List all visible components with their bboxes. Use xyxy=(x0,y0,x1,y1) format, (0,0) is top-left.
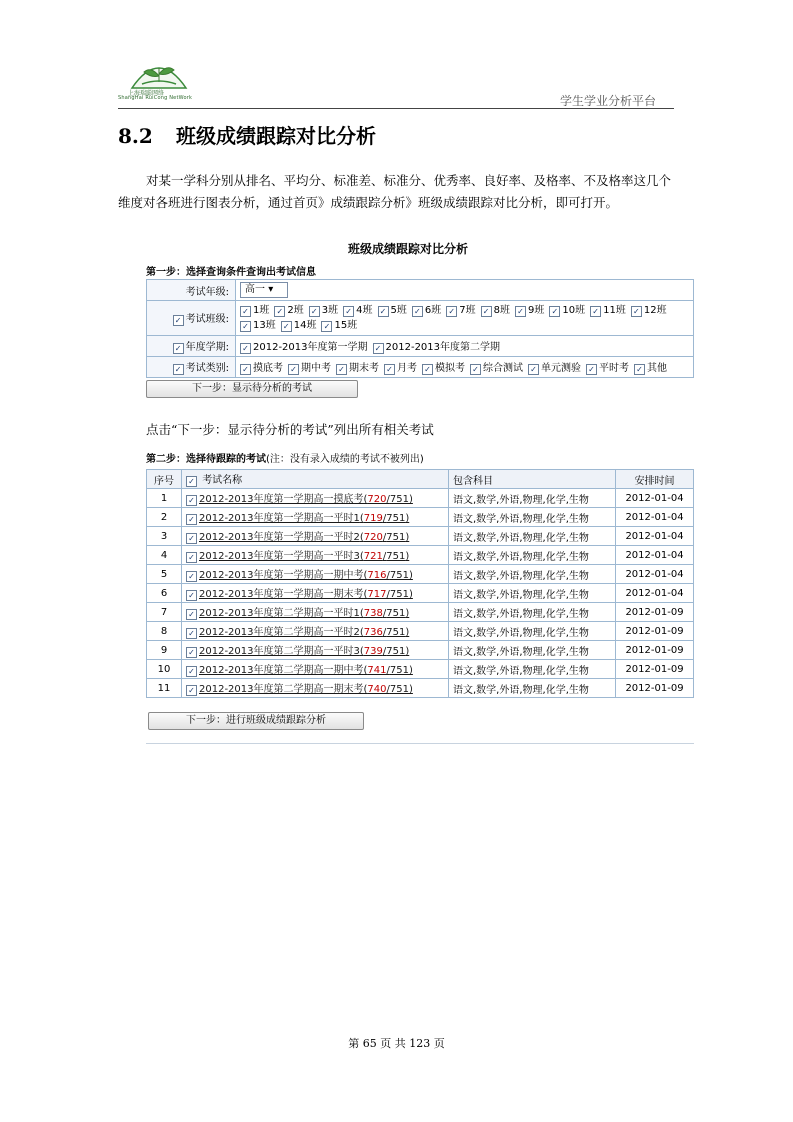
class-option-label: 13班 xyxy=(253,320,276,331)
exam-name-cell xyxy=(182,546,449,565)
exam-subjects: 语文,数学,外语,物理,化学,生物 xyxy=(449,508,616,527)
exam-name: 2012-2013年度第二学期高一平时2 xyxy=(199,627,360,638)
exam-subjects: 语文,数学,外语,物理,化学,生物 xyxy=(449,584,616,603)
class-option[interactable] xyxy=(281,318,317,333)
show-exams-button[interactable]: 下一步：显示待分析的考试 xyxy=(146,380,358,398)
exam-entered-count: 720 xyxy=(367,494,387,505)
exam-subjects: 语文,数学,外语,物理,化学,生物 xyxy=(449,660,616,679)
row-number: 8 xyxy=(147,622,182,641)
type-option-label: 期末考 xyxy=(349,363,379,374)
exam-name: 2012-2013年度第二学期高一期末考 xyxy=(199,684,364,695)
exam-entered-count: 740 xyxy=(367,684,387,695)
step1-title: 第一步：选择查询条件查询出考试信息 xyxy=(146,267,316,278)
intro-paragraph xyxy=(118,170,678,214)
type-option[interactable] xyxy=(288,359,331,375)
type-option-checkbox[interactable]: ✓ xyxy=(240,364,251,375)
class-option-checkbox[interactable]: ✓ xyxy=(378,306,389,317)
row-number: 1 xyxy=(147,489,182,508)
term-option-checkbox[interactable]: ✓ xyxy=(240,343,251,354)
table-row xyxy=(147,565,694,584)
exam-entered-count: 738 xyxy=(363,608,383,619)
class-option-checkbox[interactable]: ✓ xyxy=(549,306,560,317)
class-option[interactable] xyxy=(515,303,544,318)
exam-checkbox[interactable]: ✓ xyxy=(186,552,197,563)
page-footer: 第 65 页 共 123 页 xyxy=(348,1037,445,1050)
type-option-checkbox[interactable]: ✓ xyxy=(288,364,299,375)
class-option-checkbox[interactable]: ✓ xyxy=(515,306,526,317)
exam-checkbox[interactable]: ✓ xyxy=(186,647,197,658)
exam-checkbox[interactable]: ✓ xyxy=(186,495,197,506)
exam-link[interactable]: 2012-2013年度第一学期高一期末考(717/751) xyxy=(199,589,413,600)
exam-total-count: 751 xyxy=(386,513,406,524)
type-option[interactable] xyxy=(384,359,417,375)
exam-name: 2012-2013年度第二学期高一平时1 xyxy=(199,608,360,619)
class-option-checkbox[interactable]: ✓ xyxy=(309,306,320,317)
exam-name: 2012-2013年度第二学期高一期中考 xyxy=(199,665,364,676)
type-all-checkbox[interactable]: ✓ xyxy=(173,364,184,375)
exam-total-count: 751 xyxy=(386,627,406,638)
table-row xyxy=(147,622,694,641)
term-label: 年度学期: xyxy=(185,342,229,353)
col-header-no: 序号 xyxy=(147,470,182,489)
exam-checkbox[interactable]: ✓ xyxy=(186,628,197,639)
exam-link[interactable]: 2012-2013年度第一学期高一平时2(720/751) xyxy=(199,532,410,543)
class-option-label: 12班 xyxy=(643,305,667,316)
type-option-checkbox[interactable]: ✓ xyxy=(422,364,433,375)
section-number: 8.2 xyxy=(118,124,153,148)
exam-name-cell xyxy=(182,584,449,603)
exam-checkbox[interactable]: ✓ xyxy=(186,590,197,601)
figure-title: 班级成绩跟踪对比分析 xyxy=(347,242,468,256)
exam-checkbox[interactable]: ✓ xyxy=(186,514,197,525)
table-row xyxy=(147,546,694,565)
type-option-checkbox[interactable]: ✓ xyxy=(528,364,539,375)
class-option[interactable] xyxy=(309,303,338,318)
type-option-label: 月考 xyxy=(397,363,417,374)
row-number: 5 xyxy=(147,565,182,584)
row-number: 9 xyxy=(147,641,182,660)
exam-link[interactable]: 2012-2013年度第二学期高一期末考(740/751) xyxy=(199,684,413,695)
exam-name-cell xyxy=(182,489,449,508)
class-options xyxy=(236,301,694,336)
class-option[interactable] xyxy=(481,303,510,318)
platform-title: 学生学业分析平台 xyxy=(560,94,657,108)
exam-date: 2012-01-04 xyxy=(616,489,694,508)
exam-date: 2012-01-09 xyxy=(616,660,694,679)
type-option[interactable] xyxy=(336,359,379,375)
exam-name-cell xyxy=(182,508,449,527)
class-option-label: 9班 xyxy=(528,305,545,316)
row-number: 2 xyxy=(147,508,182,527)
type-options xyxy=(236,357,694,378)
class-option-label: 11班 xyxy=(603,305,626,316)
table-row xyxy=(147,489,694,508)
exam-name: 2012-2013年度第一学期高一期中考 xyxy=(199,570,364,581)
exam-name-cell xyxy=(182,641,449,660)
class-option[interactable] xyxy=(631,303,667,318)
exam-entered-count: 741 xyxy=(367,665,387,676)
exam-total-count: 751 xyxy=(389,684,409,695)
exam-checkbox[interactable]: ✓ xyxy=(186,533,197,544)
exam-link[interactable]: 2012-2013年度第二学期高一平时2(736/751) xyxy=(199,627,410,638)
term-option[interactable] xyxy=(240,338,368,354)
section-heading xyxy=(118,120,376,149)
table-row xyxy=(147,603,694,622)
grade-label: 考试年级: xyxy=(147,280,236,301)
exam-date: 2012-01-09 xyxy=(616,679,694,698)
exam-date: 2012-01-09 xyxy=(616,641,694,660)
exam-name: 2012-2013年度第二学期高一平时3 xyxy=(199,646,360,657)
class-option-label: 7班 xyxy=(459,305,476,316)
exam-entered-count: 720 xyxy=(363,532,383,543)
class-option-checkbox[interactable]: ✓ xyxy=(321,321,332,332)
class-option[interactable] xyxy=(549,303,585,318)
term-option-label: 2012-2013年度第一学期 xyxy=(253,342,368,353)
type-option-label: 平时考 xyxy=(599,363,629,374)
exam-subjects: 语文,数学,外语,物理,化学,生物 xyxy=(449,641,616,660)
class-option-checkbox[interactable]: ✓ xyxy=(343,306,354,317)
exam-checkbox[interactable]: ✓ xyxy=(186,685,197,696)
exam-name-cell xyxy=(182,565,449,584)
class-option[interactable] xyxy=(240,318,276,333)
exam-total-count: 751 xyxy=(386,608,406,619)
class-option-checkbox[interactable]: ✓ xyxy=(590,306,601,317)
type-option[interactable] xyxy=(240,359,283,375)
class-option[interactable] xyxy=(274,303,303,318)
select-all-checkbox[interactable]: ✓ xyxy=(186,476,197,487)
exam-link[interactable]: 2012-2013年度第一学期高一平时1(719/751) xyxy=(199,513,410,524)
row-number: 10 xyxy=(147,660,182,679)
class-option-checkbox[interactable]: ✓ xyxy=(240,321,251,332)
class-option-checkbox[interactable]: ✓ xyxy=(240,306,251,317)
table-row xyxy=(147,584,694,603)
exam-date: 2012-01-09 xyxy=(616,603,694,622)
class-option-label: 14班 xyxy=(293,320,317,331)
grade-select-value: 高一 xyxy=(245,284,265,295)
type-option-label: 模拟考 xyxy=(435,363,465,374)
exam-subjects: 语文,数学,外语,物理,化学,生物 xyxy=(449,546,616,565)
type-option-checkbox[interactable]: ✓ xyxy=(470,364,481,375)
class-option[interactable] xyxy=(446,303,475,318)
class-option-checkbox[interactable]: ✓ xyxy=(631,306,642,317)
exam-total-count: 751 xyxy=(386,646,406,657)
exam-name: 2012-2013年度第一学期高一平时2 xyxy=(199,532,360,543)
row-number: 11 xyxy=(147,679,182,698)
exam-total-count: 751 xyxy=(389,665,409,676)
header-divider xyxy=(118,108,674,109)
exam-link[interactable]: 2012-2013年度第一学期高一期中考(716/751) xyxy=(199,570,413,581)
table-row xyxy=(147,508,694,527)
type-option[interactable] xyxy=(634,359,667,375)
exam-link[interactable]: 2012-2013年度第二学期高一平时3(739/751) xyxy=(199,646,410,657)
class-option[interactable] xyxy=(343,303,372,318)
row-number: 4 xyxy=(147,546,182,565)
type-option-label: 单元测验 xyxy=(541,363,581,374)
exam-list-table xyxy=(146,469,694,698)
panel-bottom-border xyxy=(146,743,694,744)
class-option-checkbox[interactable]: ✓ xyxy=(412,306,423,317)
class-option-checkbox[interactable]: ✓ xyxy=(446,306,457,317)
exam-subjects: 语文,数学,外语,物理,化学,生物 xyxy=(449,565,616,584)
exam-name-cell xyxy=(182,622,449,641)
class-option-checkbox[interactable]: ✓ xyxy=(481,306,492,317)
run-analysis-button[interactable]: 下一步：进行班级成绩跟踪分析 xyxy=(148,712,364,730)
logo-text-cn: 上海瑞聪网络 xyxy=(128,90,165,97)
exam-name: 2012-2013年度第一学期高一摸底考 xyxy=(199,494,364,505)
step2-title-main: 第二步：选择待跟踪的考试 xyxy=(146,454,266,465)
exam-checkbox[interactable]: ✓ xyxy=(186,609,197,620)
term-option[interactable] xyxy=(373,338,501,354)
grade-select[interactable] xyxy=(240,282,288,298)
exam-date: 2012-01-04 xyxy=(616,508,694,527)
exam-link[interactable]: 2012-2013年度第二学期高一期中考(741/751) xyxy=(199,665,413,676)
class-option-label: 2班 xyxy=(287,305,304,316)
type-option-checkbox[interactable]: ✓ xyxy=(384,364,395,375)
type-option-checkbox[interactable]: ✓ xyxy=(336,364,347,375)
exam-date: 2012-01-04 xyxy=(616,565,694,584)
class-option-label: 8班 xyxy=(493,305,510,316)
type-option-label: 综合测试 xyxy=(483,363,523,374)
exam-date: 2012-01-04 xyxy=(616,584,694,603)
exam-total-count: 751 xyxy=(389,494,409,505)
term-option-checkbox[interactable]: ✓ xyxy=(373,343,384,354)
term-all-checkbox[interactable]: ✓ xyxy=(173,343,184,354)
class-option[interactable] xyxy=(378,303,407,318)
type-option[interactable] xyxy=(470,359,523,375)
exam-entered-count: 721 xyxy=(363,551,383,562)
type-option-label: 期中考 xyxy=(301,363,331,374)
exam-date: 2012-01-04 xyxy=(616,546,694,565)
exam-date: 2012-01-04 xyxy=(616,527,694,546)
chevron-down-icon: ▾ xyxy=(268,284,274,295)
exam-subjects: 语文,数学,外语,物理,化学,生物 xyxy=(449,679,616,698)
instruction-note: 点击“下一步：显示待分析的考试”列出所有相关考试 xyxy=(146,422,434,437)
exam-checkbox[interactable]: ✓ xyxy=(186,571,197,582)
exam-subjects: 语文,数学,外语,物理,化学,生物 xyxy=(449,603,616,622)
exam-entered-count: 717 xyxy=(367,589,387,600)
type-option-checkbox[interactable]: ✓ xyxy=(586,364,597,375)
class-option[interactable] xyxy=(590,303,626,318)
exam-name-cell xyxy=(182,527,449,546)
term-options xyxy=(236,336,694,357)
class-option-label: 15班 xyxy=(334,320,358,331)
table-row xyxy=(147,527,694,546)
exam-total-count: 751 xyxy=(389,589,409,600)
row-number: 7 xyxy=(147,603,182,622)
class-option[interactable] xyxy=(240,303,269,318)
class-option[interactable] xyxy=(321,318,357,333)
class-option-checkbox[interactable]: ✓ xyxy=(281,321,292,332)
exam-name-cell xyxy=(182,603,449,622)
exam-name: 2012-2013年度第一学期高一平时1 xyxy=(199,513,360,524)
class-label: 考试班级: xyxy=(185,314,229,325)
exam-subjects: 语文,数学,外语,物理,化学,生物 xyxy=(449,489,616,508)
step2-subtitle: (注：没有录入成绩的考试不被列出) xyxy=(266,454,424,465)
exam-total-count: 751 xyxy=(389,570,409,581)
class-option-checkbox[interactable]: ✓ xyxy=(274,306,285,317)
class-option-label: 5班 xyxy=(390,305,407,316)
row-number: 3 xyxy=(147,527,182,546)
exam-link[interactable]: 2012-2013年度第二学期高一平时1(738/751) xyxy=(199,608,410,619)
intro-text: 对某一学科分别从排名、平均分、标准差、标准分、优秀率、良好率、及格率、不及格率这几个维度对各班进行图表分析，通过首页》成绩跟踪分析》班级成绩跟踪对比分析，即可打开。 xyxy=(118,173,672,210)
class-option-label: 10班 xyxy=(562,305,586,316)
exam-name: 2012-2013年度第一学期高一平时3 xyxy=(199,551,360,562)
step2-title xyxy=(146,450,424,465)
exam-subjects: 语文,数学,外语,物理,化学,生物 xyxy=(449,622,616,641)
exam-checkbox[interactable]: ✓ xyxy=(186,666,197,677)
type-label: 考试类别: xyxy=(185,363,229,374)
exam-name-cell xyxy=(182,679,449,698)
exam-name-cell xyxy=(182,660,449,679)
exam-entered-count: 719 xyxy=(363,513,383,524)
class-option-label: 1班 xyxy=(253,305,270,316)
type-option[interactable] xyxy=(528,359,581,375)
type-option-checkbox[interactable]: ✓ xyxy=(634,364,645,375)
class-option-label: 3班 xyxy=(321,305,339,316)
type-option[interactable] xyxy=(422,359,465,375)
type-option[interactable] xyxy=(586,359,629,375)
logo-text-en: ShangHai RuiCong NetWork xyxy=(118,95,193,101)
table-row xyxy=(147,660,694,679)
query-conditions-table xyxy=(146,279,694,378)
table-row xyxy=(147,679,694,698)
type-option-label: 其他 xyxy=(647,363,667,374)
class-option-label: 6班 xyxy=(424,305,442,316)
exam-name: 2012-2013年度第一学期高一期末考 xyxy=(199,589,364,600)
class-all-checkbox[interactable]: ✓ xyxy=(173,315,184,326)
col-header-date: 安排时间 xyxy=(616,470,694,489)
section-title: 班级成绩跟踪对比分析 xyxy=(176,124,376,148)
type-option-label: 摸底考 xyxy=(253,363,283,374)
exam-date: 2012-01-09 xyxy=(616,622,694,641)
exam-link[interactable]: 2012-2013年度第一学期高一摸底考(720/751) xyxy=(199,494,413,505)
term-option-label: 2012-2013年度第二学期 xyxy=(385,342,501,353)
col-header-name-text: 考试名称 xyxy=(202,475,243,486)
exam-total-count: 751 xyxy=(386,532,406,543)
class-option[interactable] xyxy=(412,303,441,318)
exam-subjects: 语文,数学,外语,物理,化学,生物 xyxy=(449,527,616,546)
class-option-label: 4班 xyxy=(356,305,373,316)
row-number: 6 xyxy=(147,584,182,603)
exam-entered-count: 716 xyxy=(367,570,387,581)
exam-entered-count: 736 xyxy=(363,627,383,638)
exam-total-count: 751 xyxy=(386,551,406,562)
exam-link[interactable]: 2012-2013年度第一学期高一平时3(721/751) xyxy=(199,551,410,562)
exam-entered-count: 739 xyxy=(363,646,383,657)
col-header-name xyxy=(182,470,449,489)
table-row xyxy=(147,641,694,660)
col-header-subjects: 包含科目 xyxy=(449,470,616,489)
